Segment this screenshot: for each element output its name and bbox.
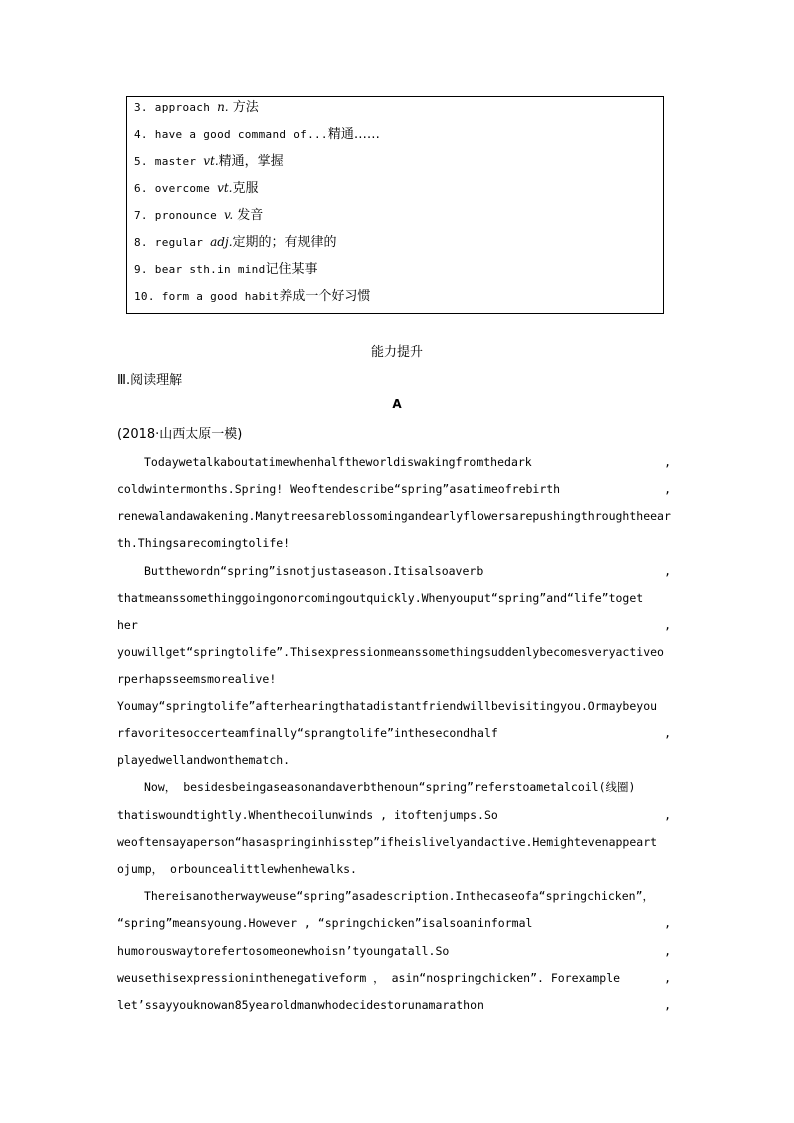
passage-line: thatiswoundtightly.Whenthecoilunwinds , itoftenjumps.So , xyxy=(117,808,671,822)
section-title: 能力提升 xyxy=(370,345,423,360)
passage-line: ojump， orbouncealittlewhenhewalks. xyxy=(117,862,357,876)
vocab-item: 5. master vt.精通，掌握 xyxy=(134,154,284,169)
vocab-item: 8. regular adj.定期的；有规律的 xyxy=(134,235,337,250)
passage-line: let’ssayyouknowan85yearoldmanwhodecidestorunamarathon , xyxy=(117,998,671,1012)
passage-line: weusethisexpressioninthenegativeform ， asin“nospringchicken”. Forexample , xyxy=(117,971,671,985)
vocab-item: 9. bear sth.in mind记住某事 xyxy=(134,262,318,277)
passage-line: youwillget“springtolife”.Thisexpressionmeanssomethingsuddenlybecomesveryactiveo xyxy=(117,645,664,659)
passage-line: Thereisanotherwayweuse“spring”asadescription.Inthecaseofa“springchicken”， xyxy=(144,889,654,903)
passage-line: Now， besidesbeingaseasonandaverbthenoun“spring”referstoametalcoil(线圈) xyxy=(144,780,636,794)
vocab-item: 7. pronounce v. 发音 xyxy=(134,208,264,223)
passage-line: thatmeanssomethinggoingonorcomingoutquickly.Whenyouput“spring”and“life”toget xyxy=(117,591,644,605)
passage-line: playedwellandwonthematch. xyxy=(117,753,291,767)
passage-line: coldwintermonths.Spring! Weoftendescribe“spring”asatimeofrebirth , xyxy=(117,482,671,496)
subsection-heading: Ⅲ.阅读理解 xyxy=(117,373,183,388)
vocab-item: 3. approach n. 方法 xyxy=(134,100,259,115)
vocabulary-box xyxy=(126,96,664,314)
passage-label: A xyxy=(392,397,402,411)
passage-line: rfavoritesoccerteamfinally“sprangtolife”inthesecondhalf , xyxy=(117,726,671,740)
passage-line: her , xyxy=(117,618,671,632)
passage-line: humorouswaytorefertosomeonewhoisn’tyoungatall.So , xyxy=(117,944,671,958)
vocab-item: 10. form a good habit养成一个好习惯 xyxy=(134,289,371,304)
passage-line: renewalandawakening.Manytreesareblossomingandearlyflowersarepushingthroughtheear xyxy=(117,509,671,523)
passage-line: “spring”meansyoung.However , “springchicken”isalsoaninformal , xyxy=(117,916,671,930)
passage-line: th.Thingsarecomingtolife! xyxy=(117,536,291,550)
passage-line: weoftensayaperson“hasaspringinhisstep”ifheislivelyandactive.Hemightevenappeart xyxy=(117,835,658,849)
passage-line: Youmay“springtolife”afterhearingthatadistantfriendwillbevisitingyou.Ormaybeyou xyxy=(117,699,658,713)
passage-source: (2018·山西太原一模) xyxy=(117,427,243,442)
vocab-item: 4. have a good command of...精通…… xyxy=(134,127,380,142)
passage-line: Todaywetalkaboutatimewhenhalftheworldiswakingfromthedark , xyxy=(144,455,671,469)
vocab-item: 6. overcome vt.克服 xyxy=(134,181,259,196)
passage-line: rperhapsseemsmorealive! xyxy=(117,672,277,686)
passage-line: Butthewordn“spring”isnotjustaseason.Itisalsoaverb , xyxy=(144,564,671,578)
